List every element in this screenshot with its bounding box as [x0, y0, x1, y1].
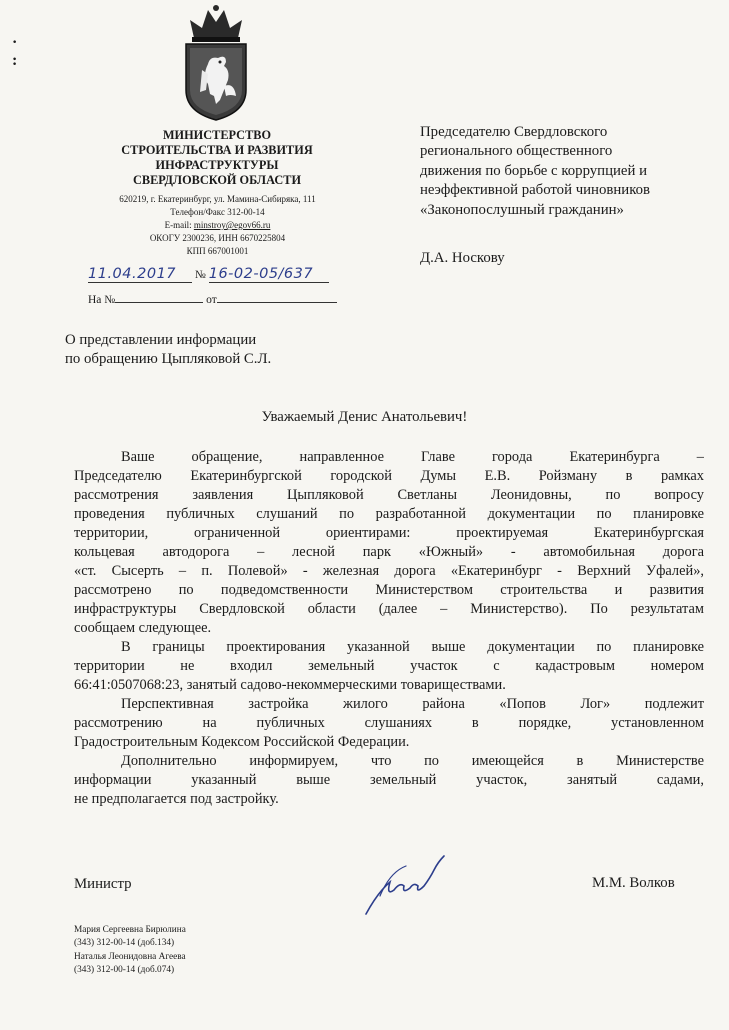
body-line: Дополнительно информируем, что по имеющейся в Министерстве — [121, 753, 704, 769]
body-line: Градостроительным Кодексом Российской Федерации. — [74, 734, 410, 750]
contact-persons — [74, 924, 186, 978]
ministry-email-row — [90, 219, 345, 232]
contact-line: (343) 312-00-14 (доб.134) — [74, 938, 175, 949]
subject-line: по обращению Цыпляковой С.Л. — [65, 351, 272, 368]
number-sign: № — [194, 269, 206, 281]
on-number-blank — [115, 290, 203, 303]
addressee-line: «Законопослушный гражданин» — [420, 201, 624, 218]
outgoing-registration-row — [88, 266, 329, 283]
crown-icon — [190, 5, 242, 42]
body-line: 66:41:0507068:23, занятый садово-некоммерческими товариществами. — [74, 677, 506, 693]
addressee-name: Д.А. Носкову — [420, 250, 505, 266]
ministry-name-line: СТРОИТЕЛЬСТВА И РАЗВИТИЯ — [121, 143, 313, 157]
coat-of-arms-emblem — [180, 4, 252, 122]
email-link[interactable]: minstroy@egov66.ru — [193, 220, 271, 230]
body-line: Председателю Екатеринбургской городской Думы Е.В. Ройзману в рамках — [74, 468, 704, 484]
body-line: информации указанный выше земельный участок, занятый садами, — [74, 772, 704, 788]
body-line: территории не входил земельный участок с кадастровым номером — [74, 658, 704, 674]
margin-marks: · : — [12, 34, 18, 69]
subject-line: О представлении информации — [65, 332, 257, 348]
outgoing-number-handwritten: 16-02-05/637 — [209, 266, 329, 283]
body-line: «ст. Сысерть – п. Полевой» - железная дорога «Екатеринбург - Верхний Уфалей», — [74, 563, 704, 579]
body-line: Ваше обращение, направленное Главе города Екатеринбурга – — [121, 449, 704, 465]
contact-line: Мария Сергеевна Бирюлина — [74, 925, 186, 935]
contact-line: Наталья Леонидовна Агеева — [74, 951, 186, 962]
addressee-line: регионального общественного — [420, 143, 613, 160]
body-line: рассмотрению на публичных слушаниях в порядке, установленном — [74, 715, 704, 731]
signatory-name: М.М. Волков — [592, 875, 675, 891]
body-line: кольцевая автодорога – лесной парк «Южный» - автомобильная дорога — [74, 544, 704, 560]
email-label: E-mail: — [164, 220, 194, 230]
addressee-line: неэффективной работой чиновников — [420, 182, 651, 199]
ministry-kpp: КПП 667001001 — [186, 246, 249, 256]
from-date-blank — [217, 290, 337, 303]
letter-body — [74, 448, 704, 809]
outgoing-date-handwritten: 11.04.2017 — [88, 266, 192, 283]
body-line: В границы проектирования указанной выше документации по планировке — [121, 639, 704, 655]
signatory-title: Министр — [74, 876, 132, 892]
ministry-codes: ОКОГУ 2300236, ИНН 6670225804 — [149, 233, 286, 243]
addressee-line: движения по борьбе с коррупцией и — [420, 162, 648, 179]
body-line: сообщаем следующее. — [74, 620, 212, 636]
body-line: инфраструктуры Свердловской области (далее – Министерство). По результатам — [74, 601, 704, 617]
addressee-block — [420, 123, 720, 220]
ministry-name-line: СВЕРДЛОВСКОЙ ОБЛАСТИ — [132, 173, 302, 187]
body-line: рассмотрения заявления Цыпляковой Светланы Леонидовны, по вопросу — [74, 487, 704, 503]
body-line: рассмотрено по подведомственности Министерством строительства и развития — [74, 582, 704, 598]
ministry-phone: Телефон/Факс 312-00-14 — [170, 207, 265, 217]
letter-subject — [65, 331, 271, 370]
ministry-contacts — [90, 193, 345, 258]
ministry-name-block — [104, 128, 330, 188]
body-line: территории, ограниченной ориентирами: проектируемая Екатеринбургская — [74, 525, 704, 541]
ministry-address: 620219, г. Екатеринбург, ул. Мамина-Сибиряка, 111 — [119, 194, 316, 204]
handwritten-signature — [360, 852, 450, 920]
ministry-name-line: МИНИСТЕРСТВО — [162, 128, 272, 142]
on-number-label: На № — [88, 294, 116, 306]
body-line: не предполагается под застройку. — [74, 791, 279, 807]
body-line: проведения публичных слушаний по разработанной документации по планировке — [74, 506, 704, 522]
addressee-line: Председателю Свердловского — [420, 124, 608, 140]
body-line: Перспективная застройка жилого района «Попов Лог» подлежит — [121, 696, 704, 712]
contact-line: (343) 312-00-14 (доб.074) — [74, 965, 175, 976]
incoming-registration-row — [88, 290, 337, 306]
ministry-name-line: ИНФРАСТРУКТУРЫ — [155, 158, 279, 172]
greeting: Уважаемый Денис Анатольевич! — [261, 409, 468, 425]
from-label: от — [206, 294, 217, 306]
